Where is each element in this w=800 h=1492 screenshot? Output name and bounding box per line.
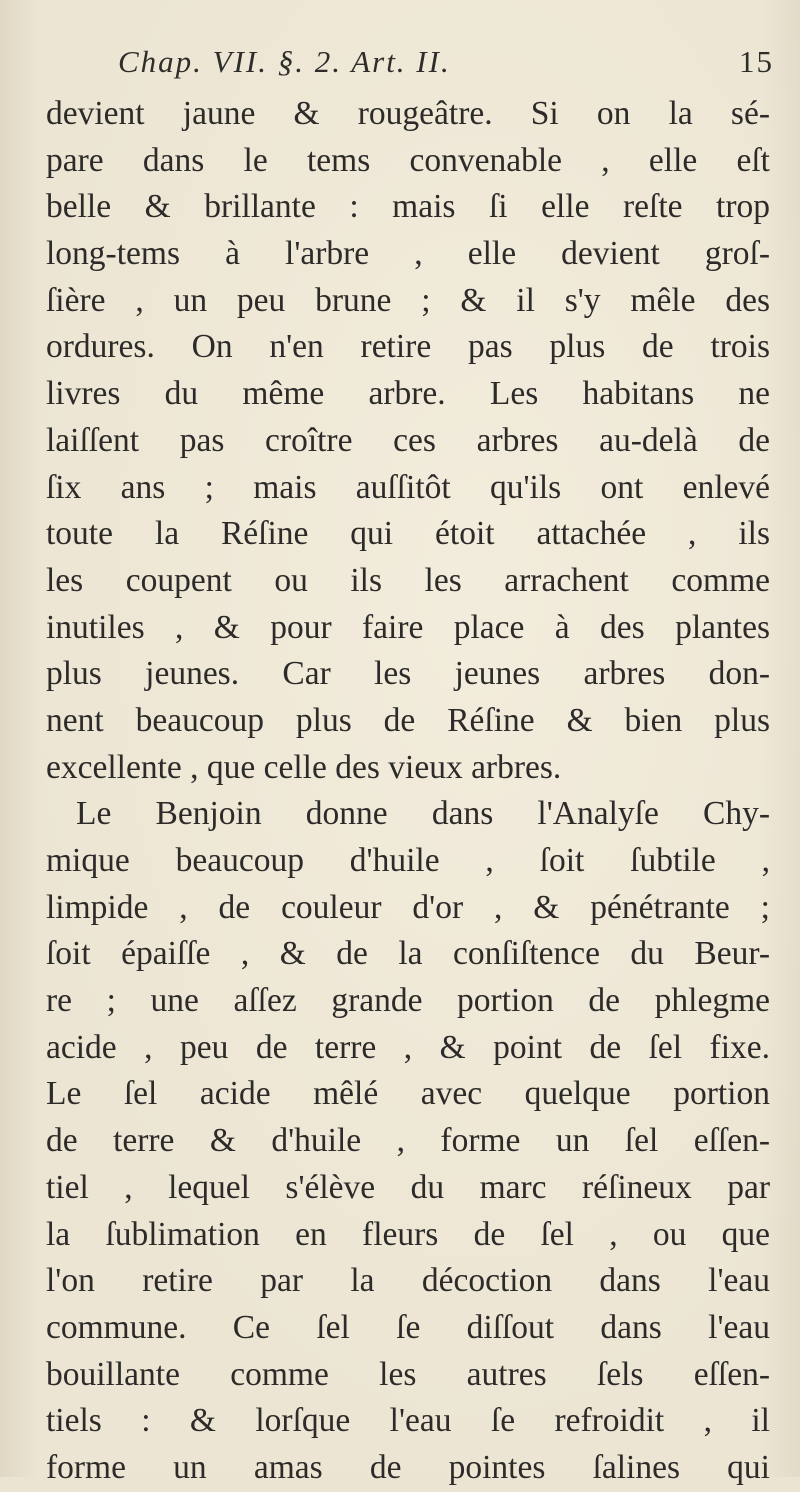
text-line: de terre & d'huile , forme un ſel eſſen- [46, 1122, 770, 1160]
text-line: la ſublimation en fleurs de ſel , ou que [46, 1215, 770, 1253]
text-line: tiels : & lorſque l'eau ſe refroidit , il [46, 1402, 770, 1440]
text-line: acide , peu de terre , & point de ſel fixe. [46, 1028, 770, 1066]
text-line: nent beaucoup plus de Réſine & bien plus [46, 701, 770, 739]
text-line: Le ſel acide mêlé avec quelque portion [46, 1075, 770, 1113]
text-line: long-tems à l'arbre , elle devient groſ- [46, 235, 770, 273]
text-line: mique beaucoup d'huile , ſoit ſubtile , [46, 842, 770, 879]
text-line: plus jeunes. Car les jeunes arbres don- [46, 655, 770, 693]
text-line: ſix ans ; mais auſſitôt qu'ils ont enlevé [46, 468, 770, 506]
text-line: excellente , que celle des vieux arbres. [46, 748, 562, 786]
text-line: devient jaune & rougeâtre. Si on la sé- [46, 95, 770, 132]
text-line: re ; une aſſez grande portion de phlegme [46, 982, 770, 1020]
text-line: laiſſent pas croître ces arbres au-delà de [46, 421, 770, 459]
text-line: livres du même arbre. Les habitans ne [46, 375, 770, 413]
running-title: Chap. VII. §. 2. Art. II. [118, 44, 451, 79]
text-line: ſoit épaiſſe , & de la conſiſtence du Beur- [46, 935, 770, 973]
paragraph-start-line: Le Benjoin donne dans l'Analyſe Chy- [76, 795, 770, 833]
text-line: ſière , un peu brune ; & il s'y mêle des [46, 281, 770, 319]
text-line: tiel , lequel s'élève du marc réſineux par [46, 1168, 770, 1206]
text-line: forme un amas de pointes ſalines qui [46, 1448, 770, 1486]
text-line: ordures. On n'en retire pas plus de trois [46, 328, 770, 366]
running-header [118, 44, 774, 92]
text-line: limpide , de couleur d'or , & pénétrante ; [46, 888, 770, 926]
text-line: pare dans le tems convenable , elle eſt [46, 141, 770, 179]
text-line: les coupent ou ils les arrachent comme [46, 561, 770, 599]
text-line: l'on retire par la décoction dans l'eau [46, 1262, 770, 1300]
text-line: commune. Ce ſel ſe diſſout dans l'eau [46, 1308, 770, 1346]
text-line: toute la Réſine qui étoit attachée , ils [46, 515, 770, 553]
text-line: belle & brillante : mais ſi elle reſte trop [46, 188, 770, 226]
body-text [46, 91, 770, 1492]
text-line: bouillante comme les autres ſels eſſen- [46, 1355, 770, 1393]
page-number: 15 [739, 44, 774, 79]
text-line: inutiles , & pour faire place à des plantes [46, 608, 770, 646]
